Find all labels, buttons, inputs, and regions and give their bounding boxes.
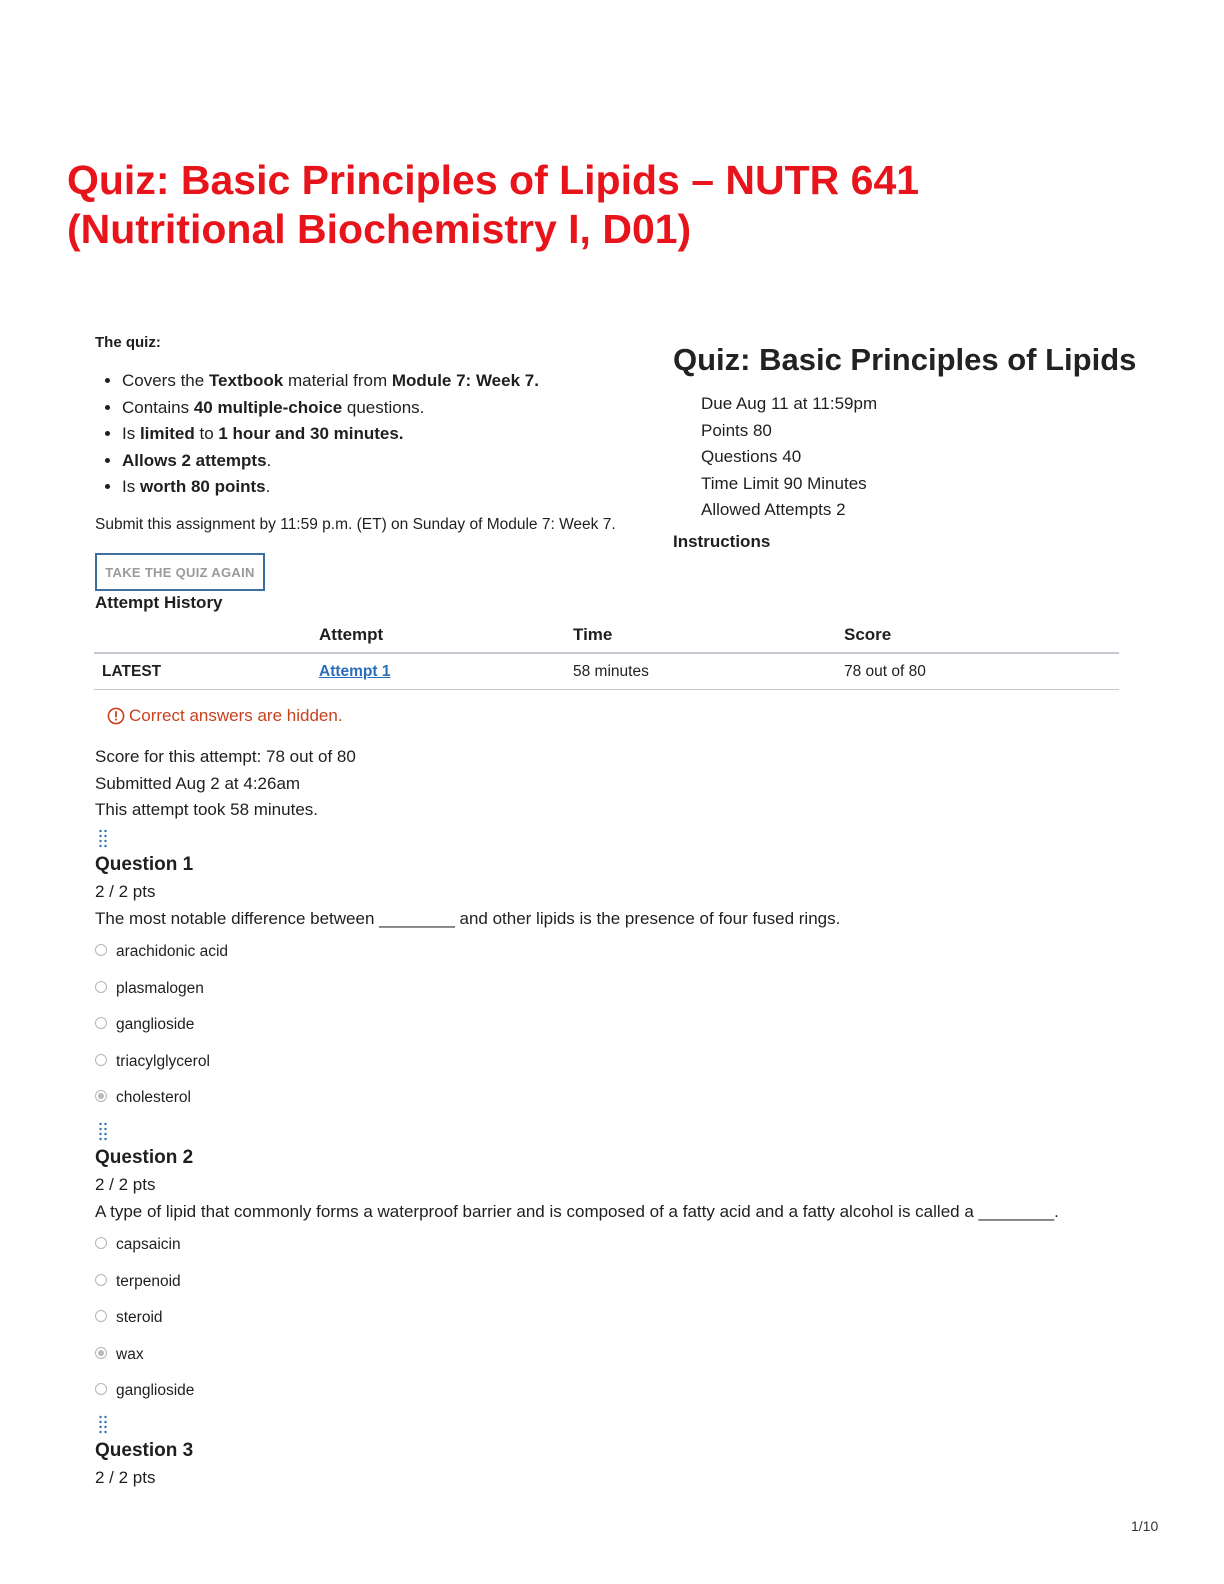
answer-option[interactable] bbox=[95, 1087, 191, 1109]
answer-label: arachidonic acid bbox=[116, 943, 229, 960]
answer-option[interactable] bbox=[95, 1344, 144, 1366]
submitted-time: Submitted Aug 2 at 4:26am bbox=[95, 773, 301, 793]
answer-label: steroid bbox=[116, 1309, 163, 1327]
time-limit: Time Limit 90 Minutes bbox=[701, 473, 867, 493]
answers-hidden-text: Correct answers are hidden. bbox=[129, 706, 343, 725]
attempt-duration: This attempt took 58 minutes. bbox=[95, 800, 318, 820]
text-segment: questions. bbox=[342, 397, 425, 417]
warning-icon bbox=[107, 707, 125, 725]
question-points: 2 / 2 pts bbox=[95, 882, 156, 901]
attempt-1-link[interactable]: Attempt 1 bbox=[319, 662, 391, 680]
text-segment: Is bbox=[122, 477, 140, 497]
question-text: A type of lipid that commonly forms a waterproof barrier and is composed of a fatty acid and a fatty alcohol is called a ________. bbox=[95, 1202, 1059, 1221]
attempt-cell bbox=[319, 653, 573, 690]
answer-option[interactable] bbox=[95, 1014, 194, 1036]
radio-button[interactable] bbox=[95, 1237, 107, 1249]
quiz-info-item bbox=[122, 395, 539, 422]
column-header bbox=[94, 618, 319, 653]
radio-button[interactable] bbox=[95, 1347, 107, 1359]
drag-handle-icon[interactable] bbox=[98, 829, 108, 849]
table-header-row bbox=[94, 618, 1119, 653]
quiz-meta bbox=[701, 391, 1193, 524]
points: Points 80 bbox=[701, 420, 772, 440]
text-segment: . bbox=[266, 450, 272, 470]
radio-button[interactable] bbox=[95, 1017, 107, 1029]
question-points: 2 / 2 pts bbox=[95, 1175, 156, 1194]
answer-label: plasmalogen bbox=[116, 979, 204, 997]
answer-label: wax bbox=[116, 1345, 144, 1363]
emphasis-text: Allows 2 attempts bbox=[122, 450, 267, 470]
column-header-score: Score bbox=[844, 618, 1119, 653]
quiz-info-list bbox=[95, 368, 539, 501]
question-points: 2 / 2 pts bbox=[95, 1468, 156, 1487]
radio-button[interactable] bbox=[95, 1090, 107, 1102]
question-title: Question 2 bbox=[95, 1147, 194, 1168]
column-header-time: Time bbox=[573, 618, 844, 653]
radio-button[interactable] bbox=[95, 1310, 107, 1322]
drag-handle-icon[interactable] bbox=[98, 1122, 108, 1142]
quiz-info-item bbox=[122, 474, 539, 501]
emphasis-text: limited bbox=[139, 424, 195, 444]
question-title: Question 1 bbox=[95, 854, 194, 875]
take-quiz-again-button[interactable]: TAKE THE QUIZ AGAIN bbox=[95, 553, 265, 591]
quiz-info-item bbox=[122, 448, 539, 475]
answer-label: triacylglycerol bbox=[116, 1052, 210, 1070]
text-segment: . bbox=[265, 477, 271, 497]
answer-option[interactable] bbox=[95, 1271, 181, 1293]
answers-hidden-notice bbox=[107, 706, 343, 726]
radio-button[interactable] bbox=[95, 1054, 107, 1066]
radio-button[interactable] bbox=[95, 1383, 107, 1395]
question-text: The most notable difference between ________ and other lipids is the presence of four fused rings. bbox=[95, 909, 841, 928]
answer-option[interactable] bbox=[95, 1380, 194, 1402]
score-cell: 78 out of 80 bbox=[844, 653, 1119, 690]
text-segment: Is bbox=[122, 424, 140, 444]
answer-option[interactable] bbox=[95, 1307, 163, 1329]
answer-option[interactable] bbox=[95, 1051, 210, 1073]
emphasis-text: 1 hour and 30 minutes. bbox=[218, 424, 404, 444]
answer-label: terpenoid bbox=[116, 1272, 181, 1290]
radio-button[interactable] bbox=[95, 981, 107, 993]
emphasis-text: Module 7: Week 7. bbox=[391, 371, 539, 390]
table-row bbox=[94, 653, 1119, 690]
text-segment: Covers the bbox=[122, 371, 209, 390]
drag-handle-icon[interactable] bbox=[98, 1415, 108, 1435]
due-date: Due Aug 11 at 11:59pm bbox=[701, 394, 878, 413]
radio-button[interactable] bbox=[95, 944, 107, 956]
quiz-details-panel bbox=[673, 340, 1193, 552]
answer-option[interactable] bbox=[95, 941, 228, 963]
column-header-attempt: Attempt bbox=[319, 618, 573, 653]
intro-heading: The quiz: bbox=[95, 334, 161, 351]
answer-label: cholesterol bbox=[116, 1089, 191, 1107]
attempt-score: Score for this attempt: 78 out of 80 bbox=[95, 747, 356, 766]
text-segment: to bbox=[194, 424, 219, 444]
allowed-attempts: Allowed Attempts 2 bbox=[701, 500, 846, 520]
answer-label: ganglioside bbox=[116, 1382, 195, 1400]
quiz-info-item bbox=[122, 368, 539, 395]
emphasis-text: worth 80 points bbox=[139, 477, 266, 497]
answer-label: capsaicin bbox=[116, 1236, 181, 1253]
answer-label: ganglioside bbox=[116, 1016, 195, 1034]
text-segment: Contains bbox=[122, 397, 194, 417]
submit-note: Submit this assignment by 11:59 p.m. (ET) on Sunday of Module 7: Week 7. bbox=[95, 516, 616, 533]
page-title: Quiz: Basic Principles of Lipids – NUTR 641 (Nutritional Biochemistry I, D01) bbox=[67, 157, 920, 252]
answer-option[interactable] bbox=[95, 1234, 181, 1256]
attempt-history-table bbox=[94, 618, 1119, 690]
answer-option[interactable] bbox=[95, 978, 204, 1000]
instructions-heading: Instructions bbox=[673, 531, 771, 551]
attempt-summary bbox=[95, 744, 356, 824]
quiz-info-item bbox=[122, 421, 539, 448]
latest-label: LATEST bbox=[94, 653, 319, 690]
text-segment: material from bbox=[283, 371, 392, 390]
question-title: Question 3 bbox=[95, 1440, 194, 1461]
quiz-details-title: Quiz: Basic Principles of Lipids bbox=[673, 342, 1137, 377]
time-cell: 58 minutes bbox=[573, 653, 844, 690]
radio-button[interactable] bbox=[95, 1274, 107, 1286]
emphasis-text: Textbook bbox=[208, 371, 284, 390]
emphasis-text: 40 multiple-choice bbox=[193, 397, 343, 417]
question-count: Questions 40 bbox=[701, 447, 802, 467]
page-number: 1/10 bbox=[1131, 1518, 1159, 1534]
attempt-history-heading: Attempt History bbox=[95, 593, 223, 612]
